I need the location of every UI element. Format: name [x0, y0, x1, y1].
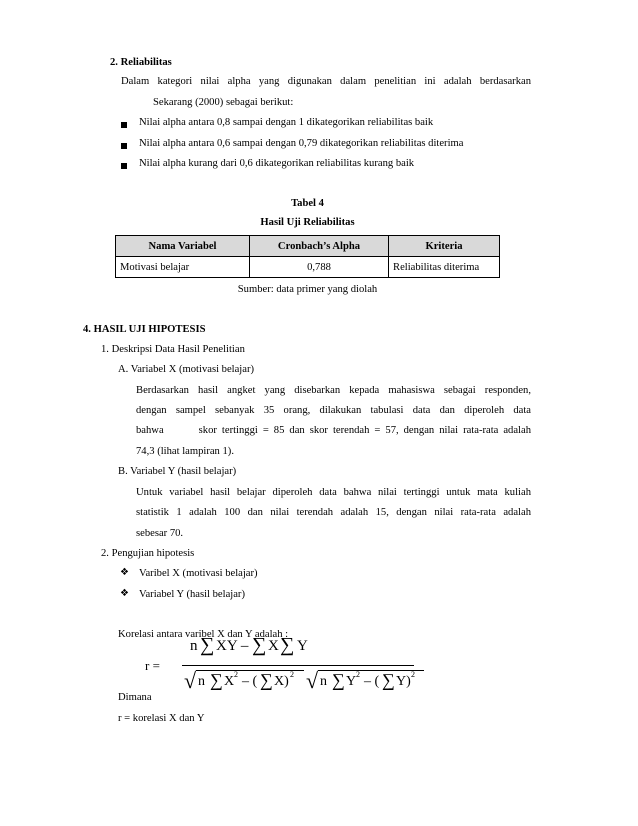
table-header: Cronbach’s Alpha: [250, 236, 389, 257]
paragraph-line: statistik 1 adalah 100 dan nilai terendah adalah 15, dengan nilai rata-rata adalah: [136, 507, 531, 518]
formula-y: Y: [297, 638, 308, 654]
paragraph-line: 74,3 (lihat lampiran 1).: [136, 446, 234, 457]
paragraph-line: bahwa skor tertinggi = 85 dan skor terendah = 57, dengan nilai rata-rata adalah: [136, 425, 531, 436]
diamond-bullet-icon: ❖: [120, 588, 129, 599]
square-bullet-icon: [121, 143, 127, 149]
sigma-icon: ∑: [210, 670, 223, 690]
sqrt-icon: √: [184, 668, 197, 693]
table-title: Hasil Uji Reliabilitas: [260, 217, 355, 228]
paragraph-line: Untuk variabel hasil belajar diperoleh data bahwa nilai tertinggi untuk mata kuliah: [136, 487, 531, 498]
sigma-icon: ∑: [280, 634, 295, 656]
formula-y3: Y): [396, 674, 411, 689]
table-source: Sumber: data primer yang diolah: [237, 284, 378, 295]
table-header: Nama Variabel: [116, 236, 250, 257]
formula-n: n: [198, 674, 205, 689]
intro-line: Sekarang (2000) sebagai berikut:: [153, 97, 294, 108]
table-cell: Motivasi belajar: [116, 257, 250, 278]
formula-sup: 2: [290, 670, 294, 679]
reliability-table: [115, 235, 500, 278]
bullet-item: Nilai alpha antara 0,8 sampai dengan 1 dikategorikan reliabilitas baik: [139, 117, 434, 128]
numbered-item: 2. Pengujian hipotesis: [101, 548, 195, 559]
sigma-icon: ∑: [200, 634, 215, 656]
formula-x: X: [268, 638, 279, 654]
formula-y2: Y: [346, 674, 357, 689]
sigma-icon: ∑: [382, 670, 395, 690]
bullet-item: Variabel Y (hasil belajar): [139, 589, 245, 600]
dimana-label: Dimana: [118, 692, 152, 703]
section-heading-reliabilitas: 2. Reliabilitas: [110, 57, 172, 68]
table-header: Kriteria: [389, 236, 500, 257]
formula-minus: – (: [364, 674, 380, 689]
fraction-bar: [182, 665, 414, 666]
sqrt-icon: √: [306, 668, 319, 693]
formula-sup: 2: [356, 670, 360, 679]
formula-n: n: [190, 638, 198, 654]
square-bullet-icon: [121, 122, 127, 128]
intro-line: Dalam kategori nilai alpha yang digunakan dalam penelitian ini adalah berdasarkan: [121, 76, 531, 87]
korelasi-label: Korelasi antara varibel X dan Y adalah :: [118, 629, 289, 640]
sigma-icon: ∑: [252, 634, 267, 656]
formula-sup: 2: [234, 670, 238, 679]
bullet-item: Varibel X (motivasi belajar): [139, 568, 258, 579]
paragraph-line: sebesar 70.: [136, 528, 184, 539]
formula-x3: X): [274, 674, 289, 689]
bullet-item: Nilai alpha antara 0,6 sampai dengan 0,79 dikategorikan reliabilitas diterima: [139, 138, 464, 149]
table-number: Tabel 4: [291, 198, 324, 209]
bullet-item: Nilai alpha kurang dari 0,6 dikategorikan reliabilitas kurang baik: [139, 158, 415, 169]
numbered-item: 1. Deskripsi Data Hasil Penelitian: [101, 344, 245, 355]
diamond-bullet-icon: ❖: [120, 567, 129, 578]
table-header-row: [116, 236, 500, 257]
table-cell: Reliabilitas diterima: [389, 257, 500, 278]
formula-n: n: [320, 674, 327, 689]
formula-r: r =: [145, 658, 160, 673]
table-row: [116, 257, 500, 278]
section-heading-hipotesis: 4. HASIL UJI HIPOTESIS: [83, 324, 206, 335]
subsection-title: B. Variabel Y (hasil belajar): [118, 466, 237, 477]
paragraph-line: dengan sampel sebanyak 35 orang, dilakukan tabulasi data dan diperoleh data: [136, 405, 531, 416]
sigma-icon: ∑: [260, 670, 273, 690]
formula-minus: – (: [242, 674, 258, 689]
formula-x2: X: [224, 674, 235, 689]
subsection-title: A. Variabel X (motivasi belajar): [118, 364, 255, 375]
square-bullet-icon: [121, 163, 127, 169]
formula-xy: XY –: [216, 638, 249, 654]
sigma-icon: ∑: [332, 670, 345, 690]
paragraph-line: Berdasarkan hasil angket yang disebarkan kepada mahasiswa sebagai responden,: [136, 385, 531, 396]
formula-sup: 2: [411, 670, 415, 679]
table-cell: 0,788: [250, 257, 389, 278]
r-definition: r = korelasi X dan Y: [118, 713, 205, 724]
